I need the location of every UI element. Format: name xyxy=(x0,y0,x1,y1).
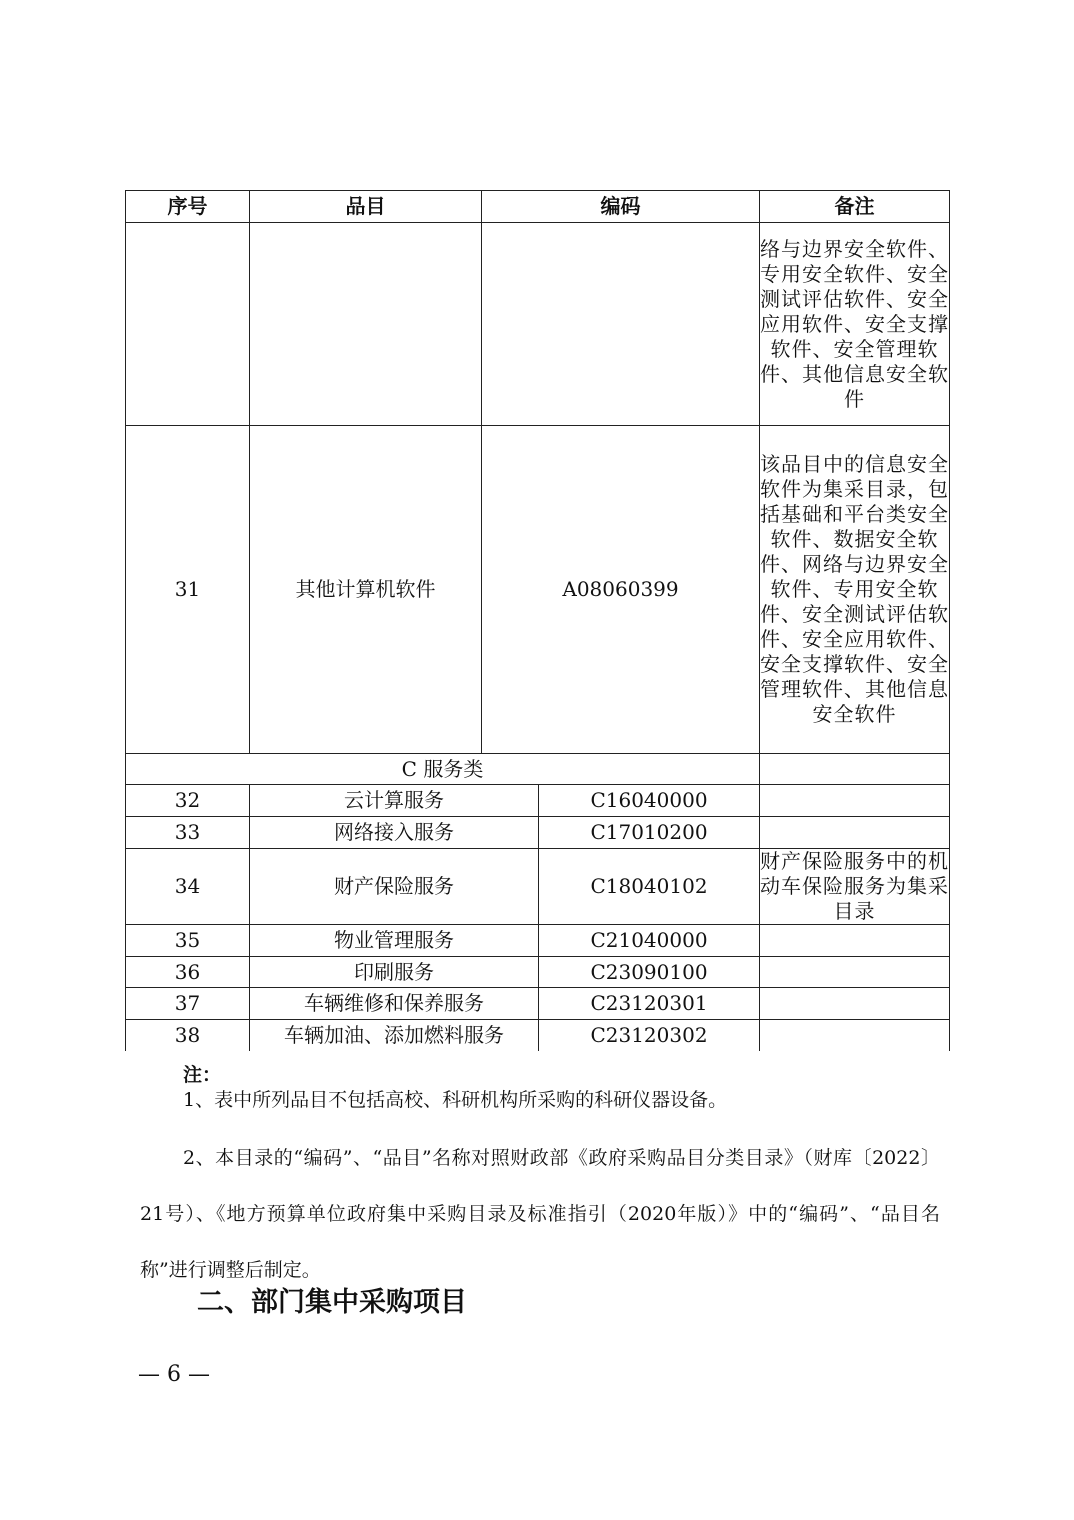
row-item: 网络接入服务 xyxy=(250,817,539,849)
table-row xyxy=(126,849,950,925)
row-item: 物业管理服务 xyxy=(250,925,539,957)
table-row xyxy=(126,1020,950,1051)
remark-cell: 财产保险服务中的机动车保险服务为集采目录 xyxy=(760,849,949,923)
table-row xyxy=(126,925,950,957)
row-code: A08060399 xyxy=(482,426,760,754)
row-item: 印刷服务 xyxy=(250,957,539,988)
row-no: 38 xyxy=(126,1020,250,1051)
row-code: C16040000 xyxy=(539,785,760,817)
table-row xyxy=(126,957,950,988)
row-code: C18040102 xyxy=(539,849,760,925)
section-label: C 服务类 xyxy=(126,754,760,785)
remark-cell xyxy=(760,785,950,817)
procurement-catalog-table xyxy=(125,190,950,1051)
row-item: 财产保险服务 xyxy=(250,849,539,925)
remark-cell xyxy=(760,817,950,849)
remark-cell xyxy=(760,988,950,1020)
header-no: 序号 xyxy=(126,191,250,223)
section-heading: 二、部门集中采购项目 xyxy=(197,1287,467,1318)
remark-cell: 该品目中的信息安全软件为集采目录，包括基础和平台类安全软件、数据安全软件、网络与边界安全软件、专用安全软件、安全测试评估软件、安全应用软件、安全支撑软件、安全管理软件、其他信息安全软件 xyxy=(760,426,950,754)
table-row xyxy=(126,785,950,817)
row-code: C23090100 xyxy=(539,957,760,988)
table-row xyxy=(126,817,950,849)
remark-cell xyxy=(760,925,950,957)
row-code: C17010200 xyxy=(539,817,760,849)
row-item: 云计算服务 xyxy=(250,785,539,817)
table-row-continued xyxy=(126,223,950,426)
row-no: 34 xyxy=(126,849,250,925)
row-code: C23120302 xyxy=(539,1020,760,1051)
row-code: C21040000 xyxy=(539,925,760,957)
row-item: 车辆加油、添加燃料服务 xyxy=(250,1020,539,1051)
row-no: 32 xyxy=(126,785,250,817)
row-item: 其他计算机软件 xyxy=(250,426,482,754)
row-no: 35 xyxy=(126,925,250,957)
section-row xyxy=(126,754,950,785)
header-remark: 备注 xyxy=(760,191,950,223)
notes-heading: 注： xyxy=(183,1064,222,1086)
table-header-row xyxy=(126,191,950,223)
page-number: — 6 — xyxy=(138,1362,210,1387)
header-item: 品目 xyxy=(250,191,482,223)
note-item-1: 1、表中所列品目不包括高校、科研机构所采购的科研仪器设备。 xyxy=(183,1089,728,1111)
remark-cell: 络与边界安全软件、专用安全软件、安全测试评估软件、安全应用软件、安全支撑软件、安全管理软件、其他信息安全软件 xyxy=(760,223,950,426)
note-item-2: 2、本目录的“编码”、“品目”名称对照财政部《政府采购品目分类目录》（财库〔2022〕21号）、《地方预算单位政府集中采购目录及标准指引（2020年版）》中的“编码”、“品目名称”进行调整后制定。 xyxy=(140,1147,940,1281)
header-code: 编码 xyxy=(482,191,760,223)
row-no: 36 xyxy=(126,957,250,988)
remark-cell xyxy=(760,1020,950,1051)
row-no: 33 xyxy=(126,817,250,849)
table-row xyxy=(126,426,950,754)
table-row xyxy=(126,988,950,1020)
row-no: 37 xyxy=(126,988,250,1020)
row-item: 车辆维修和保养服务 xyxy=(250,988,539,1020)
row-no: 31 xyxy=(126,426,250,754)
row-code: C23120301 xyxy=(539,988,760,1020)
remark-cell xyxy=(760,957,950,988)
